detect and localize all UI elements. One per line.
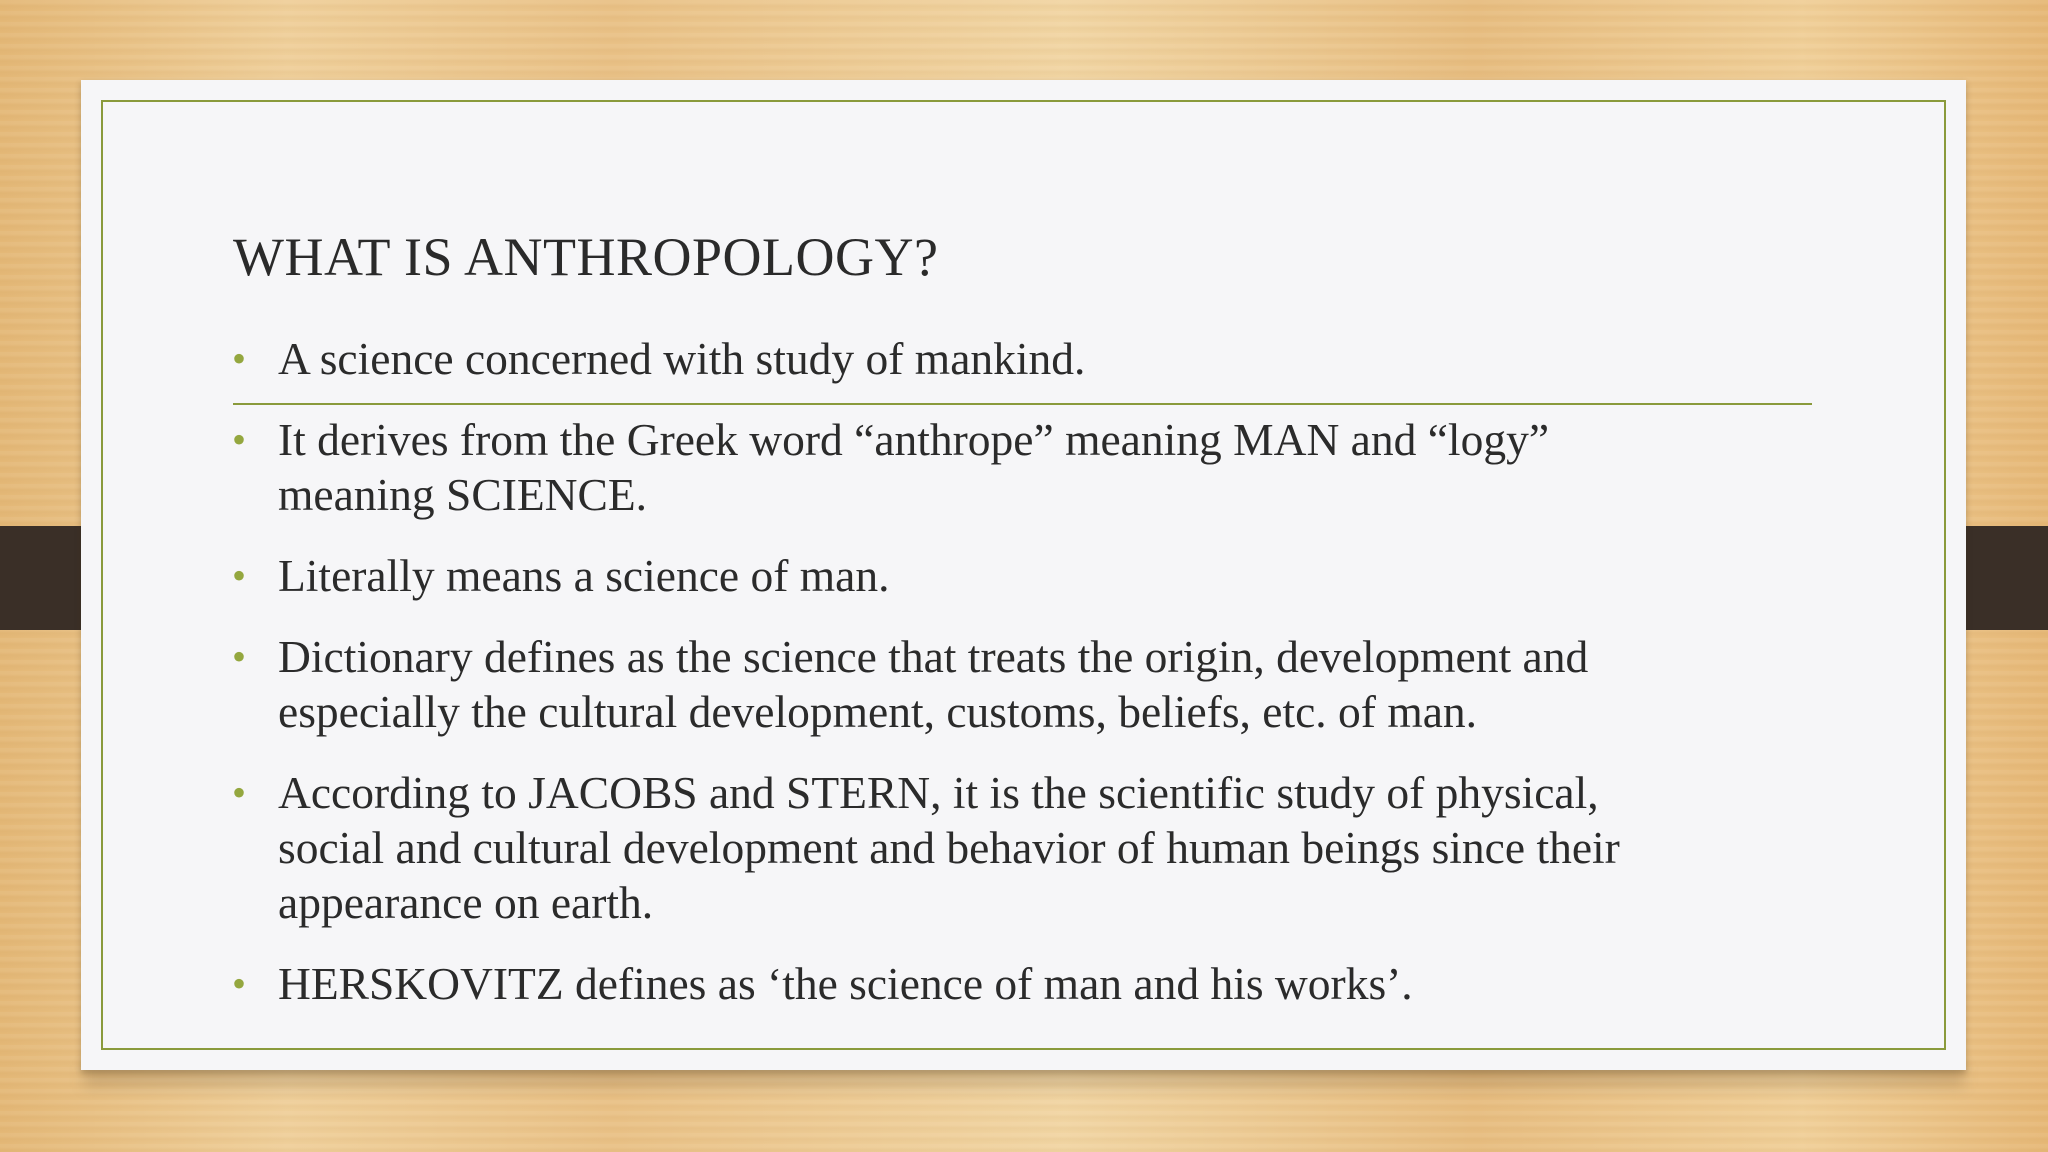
- bullet-item: [232, 629, 1838, 739]
- bullet-line: appearance on earth.: [278, 877, 654, 928]
- bullet-line: meaning SCIENCE.: [278, 469, 648, 520]
- bullet-dot-icon: •: [232, 770, 247, 815]
- bullet-line: HERSKOVITZ defines as ‘the science of man and his works’.: [278, 958, 1413, 1009]
- bullet-line: Literally means a science of man.: [278, 550, 890, 601]
- bullet-dot-icon: •: [232, 417, 247, 462]
- bullet-line: A science concerned with study of mankind.: [278, 333, 1086, 384]
- bullet-item: [232, 956, 1838, 1011]
- bullet-line: especially the cultural development, customs, beliefs, etc. of man.: [278, 686, 1478, 737]
- bullet-line: It derives from the Greek word “anthrope” meaning MAN and “logy”: [278, 414, 1550, 465]
- bullet-line: social and cultural development and behavior of human beings since their: [278, 822, 1620, 873]
- bullet-item: [232, 765, 1838, 930]
- bullet-dot-icon: •: [232, 961, 247, 1006]
- bullet-item: [232, 412, 1838, 522]
- bullet-dot-icon: •: [232, 634, 247, 679]
- bullet-item: [232, 548, 1838, 603]
- bullet-item: [232, 331, 1838, 386]
- bullet-list: [232, 331, 1838, 1037]
- bullet-dot-icon: •: [232, 553, 247, 598]
- bullet-dot-icon: •: [232, 336, 247, 381]
- slide-card: [81, 80, 1966, 1070]
- bullet-line: Dictionary defines as the science that treats the origin, development and: [278, 631, 1589, 682]
- bullet-line: According to JACOBS and STERN, it is the scientific study of physical,: [278, 767, 1599, 818]
- slide-title: WHAT IS ANTHROPOLOGY?: [233, 227, 939, 287]
